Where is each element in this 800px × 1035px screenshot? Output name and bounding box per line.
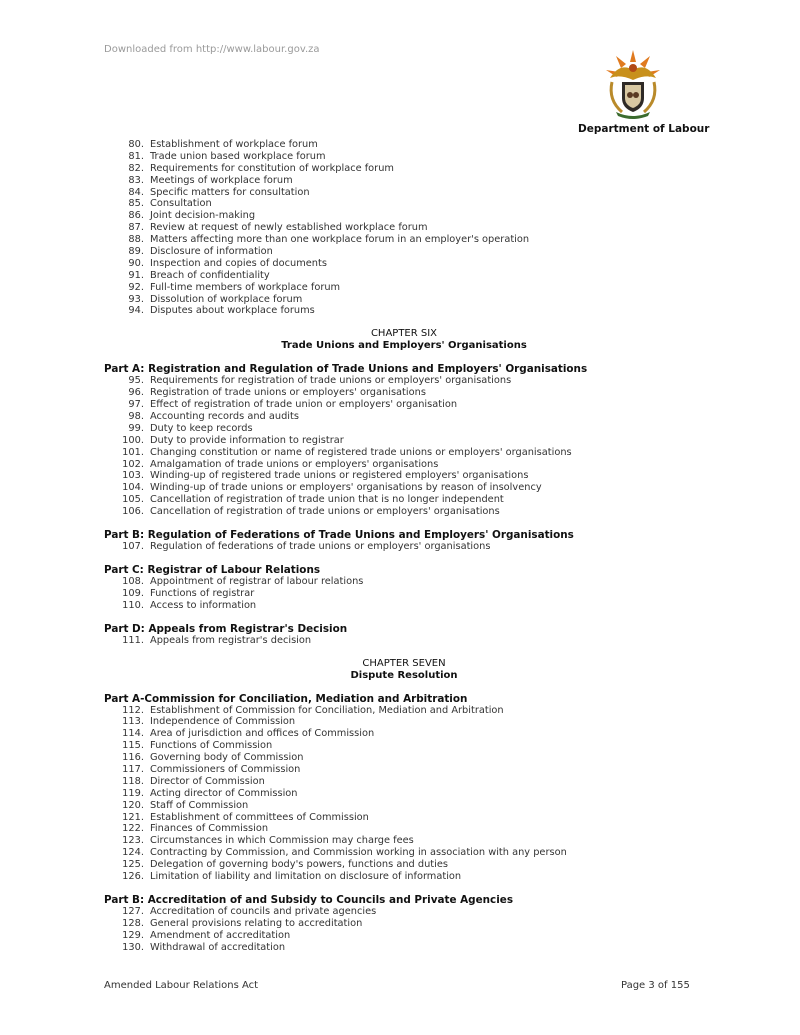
- section-number: 99.: [128, 422, 144, 434]
- section-number: 98.: [128, 411, 144, 423]
- section-title: Establishment of Commission for Conciliation, Mediation and Arbitration: [150, 704, 504, 716]
- section-title: Delegation of governing body's powers, functions and duties: [150, 859, 449, 871]
- section-list: [104, 705, 704, 883]
- list-item: [104, 788, 704, 800]
- list-item: [104, 906, 704, 918]
- section-number: 94.: [128, 305, 144, 317]
- section-number: 117.: [122, 763, 144, 775]
- section-number: 97.: [128, 399, 144, 411]
- section-title: Acting director of Commission: [150, 787, 298, 799]
- section-title: Staff of Commission: [150, 799, 249, 811]
- chapter-heading: [104, 328, 704, 352]
- section-title: Registration of trade unions or employers' organisations: [150, 387, 426, 399]
- section-title: Dissolution of workplace forum: [150, 293, 303, 305]
- section-number: 122.: [122, 823, 144, 835]
- section-title: Amendment of accreditation: [150, 929, 291, 941]
- section-title: Independence of Commission: [150, 716, 296, 728]
- section-title: General provisions relating to accreditation: [150, 917, 363, 929]
- section-number: 93.: [128, 293, 144, 305]
- section-list: [104, 541, 704, 553]
- section-title: Commissioners of Commission: [150, 763, 301, 775]
- list-item: [104, 423, 704, 435]
- list-item: [104, 728, 704, 740]
- section-title: Accreditation of councils and private agencies: [150, 905, 377, 917]
- part-heading: Part A: Registration and Regulation of Trade Unions and Employers' Organisations: [104, 363, 588, 376]
- list-item: [104, 588, 704, 600]
- list-item: [104, 541, 704, 553]
- table-of-contents: [104, 139, 704, 953]
- section-number: 100.: [122, 434, 144, 446]
- section-number: 81.: [128, 150, 144, 162]
- section-number: 108.: [122, 575, 144, 587]
- section-number: 129.: [122, 929, 144, 941]
- chapter-heading: [104, 658, 704, 682]
- list-item: [104, 600, 704, 612]
- section-number: 85.: [128, 198, 144, 210]
- download-source-note: Downloaded from http://www.labour.gov.za: [104, 44, 320, 55]
- section-number: 82.: [128, 162, 144, 174]
- section-number: 113.: [122, 716, 144, 728]
- list-item: [104, 930, 704, 942]
- section-list: [104, 375, 704, 518]
- section-number: 83.: [128, 174, 144, 186]
- section-title: Breach of confidentiality: [150, 269, 270, 281]
- part-heading: Part B: Regulation of Federations of Trade Unions and Employers' Organisations: [104, 529, 574, 542]
- section-number: 92.: [128, 281, 144, 293]
- section-title: Establishment of committees of Commission: [150, 811, 369, 823]
- list-item: [104, 823, 704, 835]
- list-item: [104, 859, 704, 871]
- section-number: 116.: [122, 752, 144, 764]
- list-item: [104, 210, 704, 222]
- chapter-title: Dispute Resolution: [350, 669, 458, 681]
- section-title: Effect of registration of trade union or employers' organisation: [150, 399, 458, 411]
- section-number: 109.: [122, 587, 144, 599]
- section-title: Consultation: [150, 198, 212, 210]
- section-number: 119.: [122, 787, 144, 799]
- list-item: [104, 294, 704, 306]
- section-title: Contracting by Commission, and Commission working in association with any person: [150, 847, 567, 859]
- section-title: Regulation of federations of trade unions or employers' organisations: [150, 541, 491, 553]
- section-title: Governing body of Commission: [150, 752, 304, 764]
- section-title: Joint decision-making: [150, 210, 256, 222]
- section-title: Establishment of workplace forum: [150, 139, 318, 150]
- list-item: [104, 222, 704, 234]
- section-number: 102.: [122, 458, 144, 470]
- section-title: Circumstances in which Commission may charge fees: [150, 835, 414, 847]
- section-title: Specific matters for consultation: [150, 186, 310, 198]
- section-number: 80.: [128, 139, 144, 150]
- section-number: 121.: [122, 811, 144, 823]
- section-title: Meetings of workplace forum: [150, 174, 293, 186]
- section-list: [104, 139, 704, 317]
- list-item: [104, 459, 704, 471]
- section-number: 101.: [122, 446, 144, 458]
- list-item: [104, 835, 704, 847]
- section-title: Limitation of liability and limitation on disclosure of information: [150, 870, 462, 882]
- section-title: Duty to keep records: [150, 422, 253, 434]
- list-item: [104, 576, 704, 588]
- section-title: Changing constitution or name of registered trade unions or employers' organisations: [150, 446, 572, 458]
- list-item: [104, 494, 704, 506]
- list-item: [104, 435, 704, 447]
- section-number: 91.: [128, 269, 144, 281]
- coat-of-arms-icon: [602, 48, 664, 120]
- section-number: 89.: [128, 246, 144, 258]
- section-number: 125.: [122, 859, 144, 871]
- section-title: Disclosure of information: [150, 246, 273, 258]
- section-title: Director of Commission: [150, 775, 265, 787]
- section-number: 103.: [122, 470, 144, 482]
- chapter-title: Trade Unions and Employers' Organisations: [281, 340, 527, 352]
- list-item: [104, 470, 704, 482]
- section-number: 127.: [122, 905, 144, 917]
- section-number: 111.: [122, 634, 144, 646]
- part-heading: Part C: Registrar of Labour Relations: [104, 563, 321, 576]
- section-title: Functions of Commission: [150, 740, 273, 752]
- section-number: 112.: [122, 704, 144, 716]
- list-item: [104, 282, 704, 294]
- chapter-number: CHAPTER SEVEN: [362, 657, 446, 669]
- section-number: 114.: [122, 728, 144, 740]
- list-item: [104, 399, 704, 411]
- list-item: [104, 942, 704, 954]
- section-number: 110.: [122, 599, 144, 611]
- section-title: Finances of Commission: [150, 823, 269, 835]
- section-title: Matters affecting more than one workplace forum in an employer's operation: [150, 234, 530, 246]
- list-item: [104, 812, 704, 824]
- section-title: Requirements for registration of trade unions or employers' organisations: [150, 375, 512, 387]
- section-number: 95.: [128, 375, 144, 387]
- section-title: Accounting records and audits: [150, 411, 299, 423]
- department-name: Department of Labour: [578, 123, 710, 135]
- section-number: 130.: [122, 941, 144, 953]
- list-item: [104, 705, 704, 717]
- section-number: 124.: [122, 847, 144, 859]
- list-item: [104, 175, 704, 187]
- list-item: [104, 270, 704, 282]
- section-number: 115.: [122, 740, 144, 752]
- section-title: Cancellation of registration of trade unions or employers' organisations: [150, 506, 500, 518]
- section-number: 88.: [128, 234, 144, 246]
- section-list: [104, 906, 704, 954]
- section-title: Review at request of newly established workplace forum: [150, 222, 428, 234]
- section-number: 86.: [128, 210, 144, 222]
- list-item: [104, 375, 704, 387]
- list-item: [104, 506, 704, 518]
- section-number: 118.: [122, 775, 144, 787]
- section-number: 106.: [122, 506, 144, 518]
- section-title: Disputes about workplace forums: [150, 305, 315, 317]
- section-number: 128.: [122, 917, 144, 929]
- list-item: [104, 246, 704, 258]
- section-title: Cancellation of registration of trade union that is no longer independent: [150, 494, 504, 506]
- section-number: 104.: [122, 482, 144, 494]
- list-item: [104, 635, 704, 647]
- footer-document-title: Amended Labour Relations Act: [104, 980, 259, 991]
- chapter-number: CHAPTER SIX: [370, 328, 438, 340]
- list-item: [104, 234, 704, 246]
- list-item: [104, 411, 704, 423]
- section-list: [104, 635, 704, 647]
- list-item: [104, 187, 704, 199]
- section-number: 90.: [128, 257, 144, 269]
- list-item: [104, 482, 704, 494]
- list-item: [104, 258, 704, 270]
- section-number: 105.: [122, 494, 144, 506]
- list-item: [104, 198, 704, 210]
- section-number: 84.: [128, 186, 144, 198]
- section-title: Duty to provide information to registrar: [150, 434, 344, 446]
- list-item: [104, 776, 704, 788]
- list-item: [104, 447, 704, 459]
- list-item: [104, 847, 704, 859]
- list-item: [104, 740, 704, 752]
- part-heading: Part A-Commission for Conciliation, Mediation and Arbitration: [104, 692, 468, 705]
- section-list: [104, 576, 704, 612]
- part-heading: Part D: Appeals from Registrar's Decision: [104, 622, 348, 635]
- section-title: Access to information: [150, 599, 257, 611]
- list-item: [104, 305, 704, 317]
- list-item: [104, 752, 704, 764]
- section-title: Winding-up of trade unions or employers' organisations by reason of insolvency: [150, 482, 542, 494]
- section-number: 123.: [122, 835, 144, 847]
- list-item: [104, 800, 704, 812]
- list-item: [104, 764, 704, 776]
- section-title: Trade union based workplace forum: [150, 150, 326, 162]
- section-title: Functions of registrar: [150, 587, 255, 599]
- section-title: Appointment of registrar of labour relations: [150, 575, 364, 587]
- section-title: Full-time members of workplace forum: [150, 281, 341, 293]
- section-number: 120.: [122, 799, 144, 811]
- list-item: [104, 163, 704, 175]
- section-title: Requirements for constitution of workplace forum: [150, 162, 394, 174]
- footer-page-number: Page 3 of 155: [621, 980, 690, 991]
- list-item: [104, 387, 704, 399]
- section-title: Amalgamation of trade unions or employers' organisations: [150, 458, 439, 470]
- section-title: Area of jurisdiction and offices of Commission: [150, 728, 375, 740]
- part-heading: Part B: Accreditation of and Subsidy to Councils and Private Agencies: [104, 893, 513, 906]
- section-title: Inspection and copies of documents: [150, 257, 327, 269]
- list-item: [104, 716, 704, 728]
- section-number: 107.: [122, 541, 144, 553]
- list-item: [104, 918, 704, 930]
- section-title: Winding-up of registered trade unions or registered employers' organisations: [150, 470, 529, 482]
- section-number: 96.: [128, 387, 144, 399]
- section-title: Withdrawal of accreditation: [150, 941, 286, 953]
- section-number: 126.: [122, 870, 144, 882]
- section-title: Appeals from registrar's decision: [150, 634, 312, 646]
- list-item: [104, 151, 704, 163]
- section-number: 87.: [128, 222, 144, 234]
- list-item: [104, 139, 704, 151]
- list-item: [104, 871, 704, 883]
